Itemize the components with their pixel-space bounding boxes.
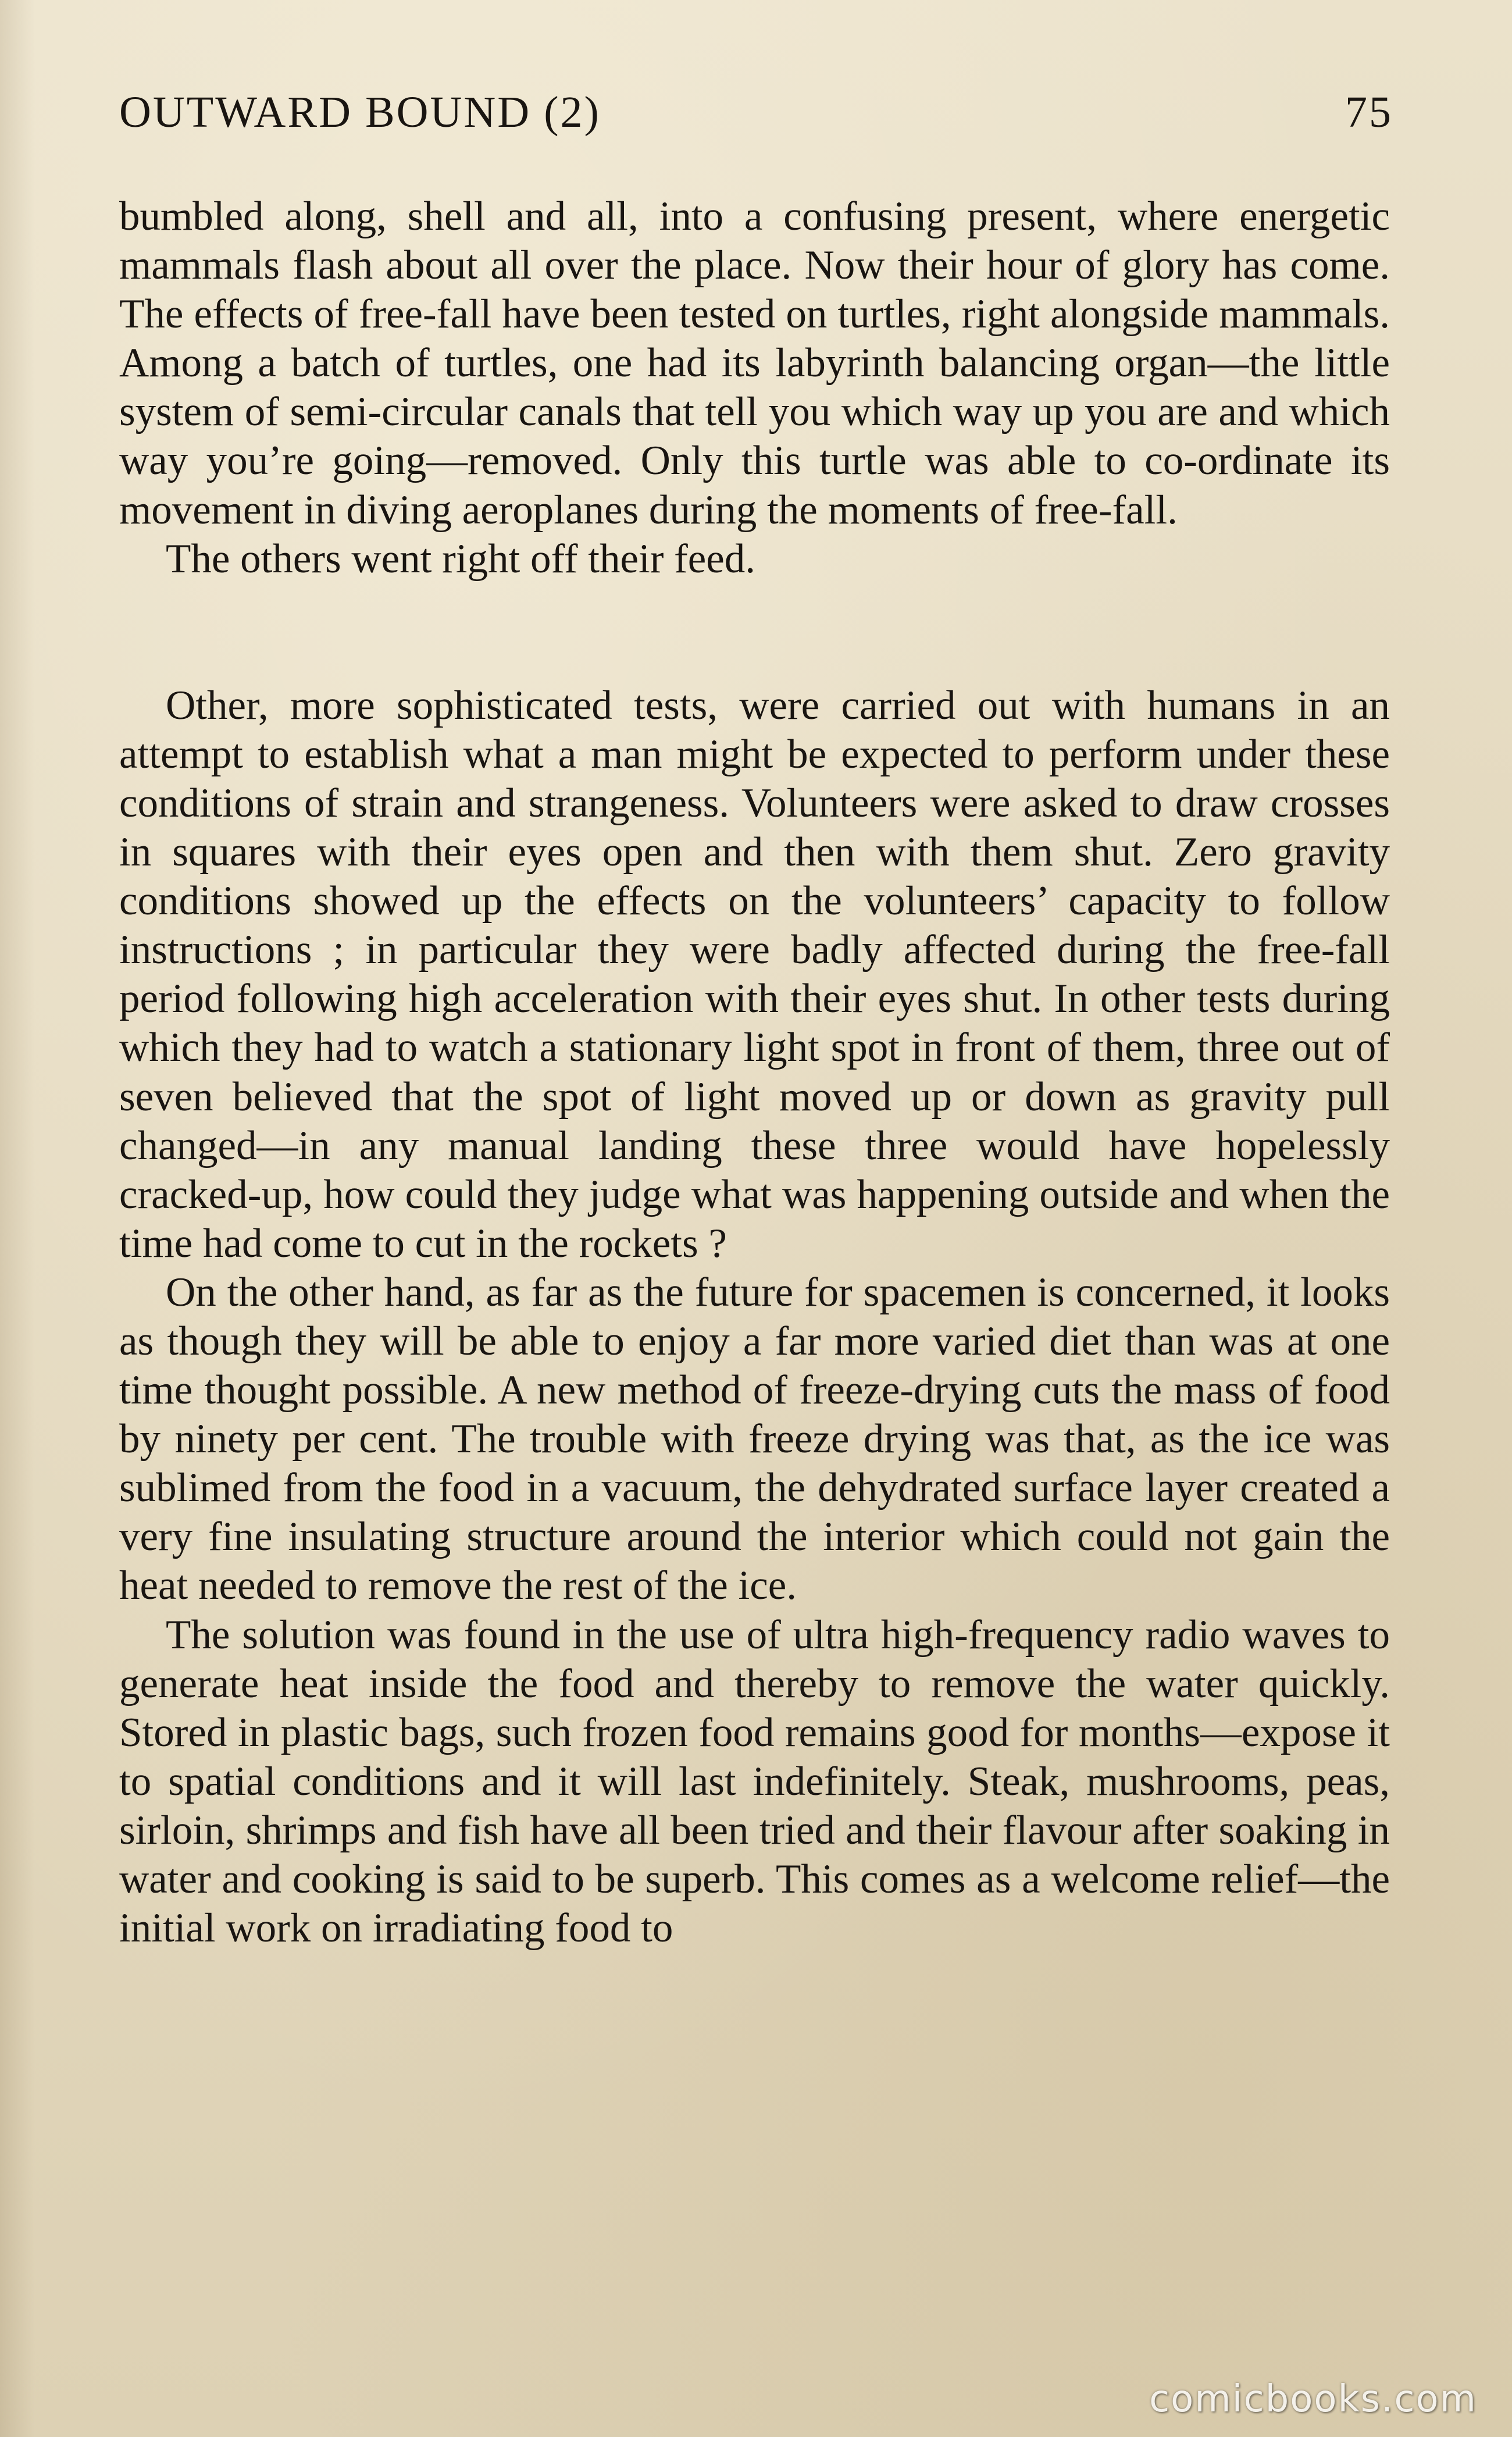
page-number: 75	[1345, 88, 1393, 137]
page-header	[119, 87, 1393, 151]
paragraph: The solution was found in the use of ultra high-frequency radio waves to generate heat inside the food and thereby to remove the water quickly. Stored in plastic bags, such frozen food remains good for months—expose it to spatial conditions and it will last indefinitely. Steak, mushrooms, peas, sirloin, shrimps and fish have all been tried and their flavour after soaking in water and cooking is said to be superb. This comes as a welcome relief—the initial work on irradiating food to	[119, 1612, 1390, 1951]
running-head: OUTWARD BOUND (2)	[119, 88, 601, 137]
paragraph: Other, more sophisticated tests, were carried out with humans in an attempt to establish what a man might be expected to perform under these conditions of strain and strangeness. Volunteers were asked to draw crosses in squares with their eyes open and then with them shut. Zero gravity conditions showed up the effects on the volunteers’ capacity to follow instructions ; in particular they were badly affected during the free-fall period following high acceleration with their eyes shut. In other tests during which they had to watch a stationary light spot in front of them, three out of seven believed that the spot of light moved up or down as gravity pull changed—in any manual landing these three would have hopelessly cracked-up, how could they judge what was happening outside and when the time had come to cut in the rockets ?	[119, 682, 1390, 1266]
paragraph: On the other hand, as far as the future for spacemen is concerned, it looks as though they will be able to enjoy a far more varied diet than was at one time thought possible. A new method of freeze-drying cuts the mass of food by ninety per cent. The trouble with freeze drying was that, as the ice was sublimed from the food in a vacuum, the dehydrated surface layer created a very fine insulating structure around the interior which could not gain the heat needed to remove the rest of the ice.	[119, 1269, 1390, 1609]
watermark: comicbooks.com	[1149, 2378, 1477, 2421]
paragraph: bumbled along, shell and all, into a confusing present, where energetic mammals flash about all over the place. Now their hour of glory has come. The effects of free-fall have been tested on turtles, right alongside mammals. Among a batch of turtles, one had its labyrinth balancing organ—the little system of semi-circular canals that tell you which way up you are and which way you’re going—removed. Only this turtle was able to co-ordinate its movement in diving aeroplanes during the moments of free-fall.	[119, 194, 1390, 533]
paragraph: The others went right off their feed.	[166, 536, 756, 582]
body-text	[119, 192, 1390, 1953]
